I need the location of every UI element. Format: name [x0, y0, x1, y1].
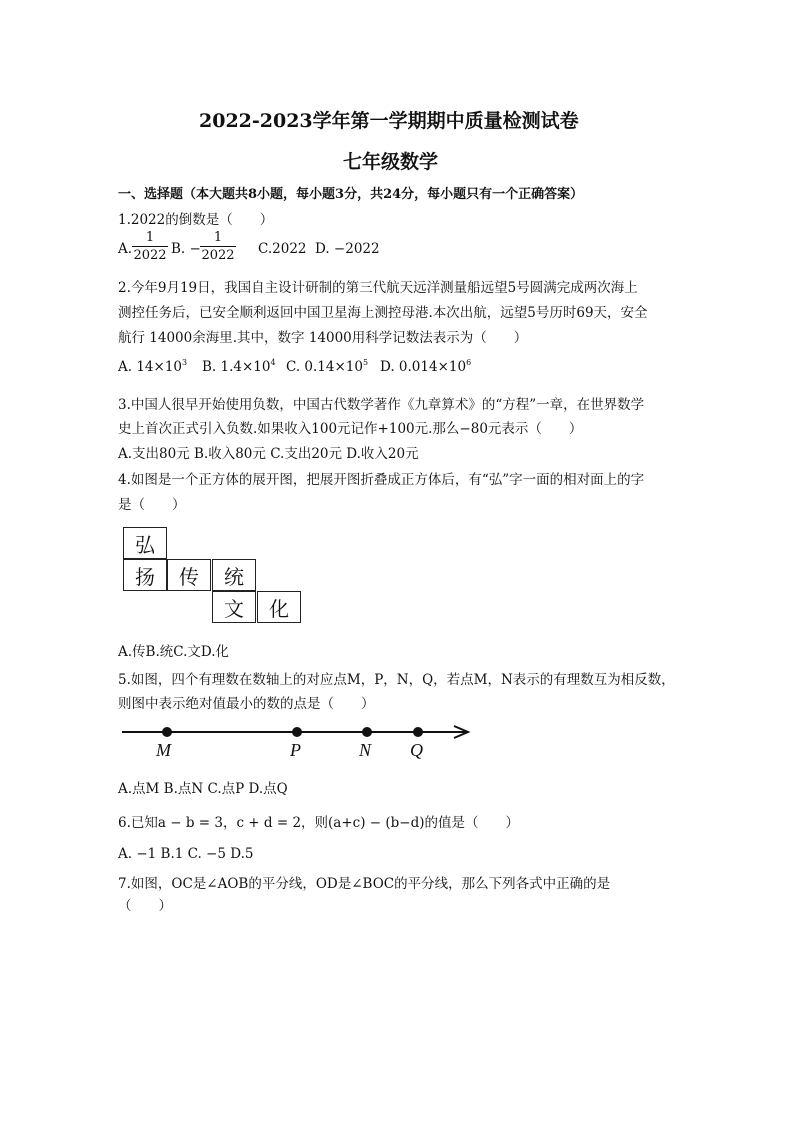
point-p-label: P: [290, 740, 301, 760]
q2-option-c: [286, 359, 368, 375]
option-exponent: 6: [466, 358, 472, 367]
option-exponent: 4: [270, 358, 276, 367]
point-m-dot: [162, 727, 172, 737]
net-cell-yang: 扬: [123, 559, 167, 591]
option-base: C. 0.14×10: [286, 359, 363, 375]
option-exponent: 5: [362, 358, 369, 367]
q6-stem: 6.已知a − b = 3，c + d = 2，则(a+c) − (b−d)的值是（ ）: [118, 815, 520, 831]
q2-line-1: 2.今年9月19日，我国自主设计研制的第三代航天远洋测量船远望5号圆满完成两次海上: [118, 280, 638, 296]
point-m-label: M: [156, 740, 171, 760]
point-n-dot: [362, 727, 372, 737]
q3-line-1: 3.中国人很早开始使用负数，中国古代数学著作《九章算术》的“方程”一章，在世界数学: [118, 397, 645, 413]
fraction-bar: [200, 246, 236, 247]
fraction-denominator: 2022: [201, 248, 235, 263]
option-base: D. 0.014×10: [380, 359, 467, 375]
q2-line-2: 测控任务后，已安全顺利返回中国卫星海上测控母港.本次出航，远望5号历时69天，安全: [118, 305, 648, 321]
option-base: B. 1.4×10: [202, 359, 271, 375]
q4-line-2: 是（ ）: [118, 497, 186, 513]
exam-subtitle: 七年级数学: [343, 151, 439, 173]
q3-options: A.支出80元 B.收入80元 C.支出20元 D.收入20元: [118, 446, 419, 462]
q3-line-2: 史上首次正式引入负数.如果收入100元记作+100元.那么−80元表示（ ）: [118, 421, 583, 437]
q1-option-c: C.2022: [258, 241, 307, 257]
point-p-dot: [292, 727, 302, 737]
q5-line-2: 则图中表示绝对值最小的数的点是（ ）: [118, 696, 375, 712]
q4-line-1: 4.如图是一个正方体的展开图，把展开图折叠成正方体后，有“弘”字一面的相对面上的字: [118, 472, 645, 488]
q7-line-1: 7.如图，OC是∠AOB的平分线，OD是∠BOC的平分线，那么下列各式中正确的是: [118, 876, 611, 892]
section-heading: 一、选择题（本大题共8小题，每小题3分，共24分，每小题只有一个正确答案）: [118, 187, 584, 202]
fraction-numerator: 1: [145, 230, 155, 245]
q4-options: A.传B.统C.文D.化: [118, 644, 230, 660]
q2-option-b: [202, 359, 276, 375]
fraction-bar: [132, 246, 168, 247]
net-cell-wen: 文: [212, 591, 256, 623]
q1-option-a-fraction: [132, 230, 168, 263]
fraction-numerator: 1: [213, 230, 223, 245]
point-q-label: Q: [410, 740, 423, 760]
net-cell-tong: 统: [212, 559, 256, 591]
q1-option-b-prefix: B. −: [171, 241, 201, 257]
net-cell-hua: 化: [257, 591, 301, 623]
q1-option-d: D. −2022: [315, 241, 380, 257]
q5-line-1: 5.如图，四个有理数在数轴上的对应点M，P，N，Q，若点M，N表示的有理数互为相反数，: [118, 672, 675, 688]
net-cell-chuan: 传: [167, 559, 211, 591]
q2-option-a: [118, 359, 187, 375]
q2-line-3: 航行 14000余海里.其中，数字 14000用科学记数法表示为（ ）: [118, 330, 528, 346]
point-n-label: N: [359, 740, 372, 760]
q6-options: A. −1 B.1 C. −5 D.5: [118, 846, 254, 862]
option-exponent: 3: [182, 358, 188, 367]
q1-stem: 1.2022的倒数是（ ）: [118, 212, 274, 228]
q2-option-d: [380, 359, 471, 375]
point-q-dot: [413, 727, 423, 737]
q1-option-b-fraction: [200, 230, 236, 263]
exam-title: 2022-2023学年第一学期期中质量检测试卷: [199, 110, 579, 132]
q7-line-2: （ ）: [118, 898, 172, 914]
q5-options: A.点M B.点N C.点P D.点Q: [118, 781, 288, 797]
net-cell-hong: 弘: [123, 527, 167, 559]
fraction-denominator: 2022: [133, 248, 167, 263]
q1-option-a-prefix: A.: [118, 241, 133, 257]
option-base: A. 14×10: [118, 359, 182, 375]
